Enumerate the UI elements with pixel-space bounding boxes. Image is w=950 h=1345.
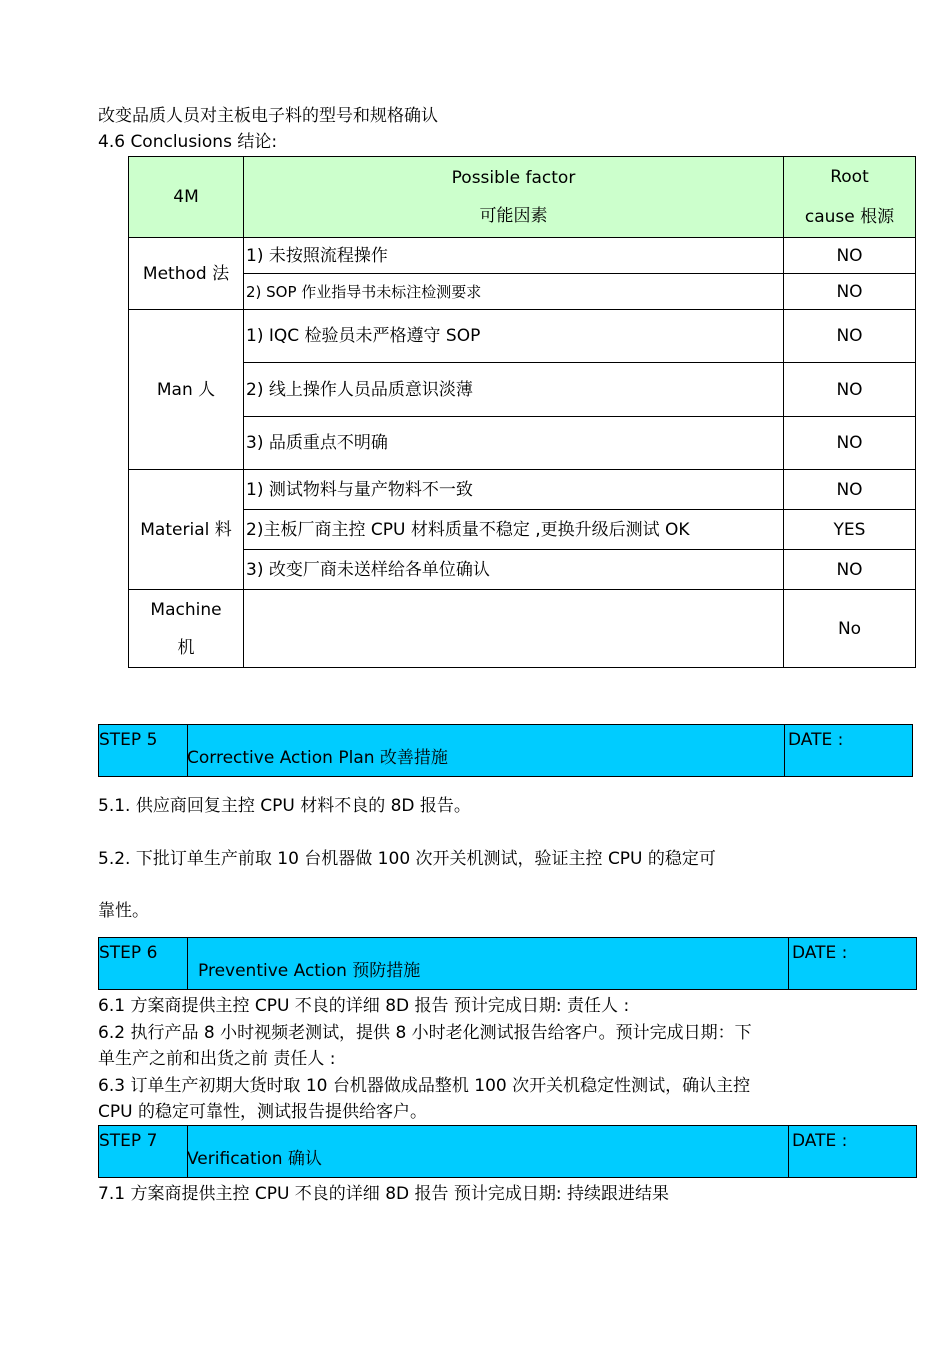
category-material: Material 料	[129, 470, 244, 590]
category-method: Method 法	[129, 238, 244, 310]
root-cause-cell: No	[784, 590, 916, 668]
step6-date-cell	[789, 938, 916, 989]
s5-line-3: 靠性。	[98, 901, 149, 921]
step5-date-cell	[785, 725, 912, 776]
root-cause-cell: NO	[784, 310, 916, 363]
factor-cell: 2) 线上操作人员品质意识淡薄	[244, 363, 784, 417]
table-row	[129, 238, 916, 274]
s6-line-1: 6.1 方案商提供主控 CPU 不良的详细 8D 报告 预计完成日期: 责任人 :	[98, 996, 630, 1016]
header-root-1: Root	[830, 167, 869, 187]
s6-line-5: CPU 的稳定可靠性，测试报告提供给客户。	[98, 1102, 427, 1122]
step6-number-cell	[99, 938, 188, 989]
header-factor-cn: 可能因素	[479, 206, 548, 226]
step5-label: STEP 5	[99, 730, 158, 750]
table-row	[129, 310, 916, 363]
factor-cell: 3) 品质重点不明确	[244, 417, 784, 470]
step7-date-cell	[789, 1126, 916, 1177]
factor-cell: 1) IQC 检验员未严格遵守 SOP	[244, 310, 784, 363]
step7-title-cell	[187, 1126, 789, 1177]
step7-title: Verification 确认	[187, 1149, 322, 1169]
root-cause-cell: NO	[784, 470, 916, 510]
header-possible-factor	[244, 157, 784, 238]
root-cause-cell: NO	[784, 363, 916, 417]
conclusions-title: 4.6 Conclusions 结论:	[98, 132, 278, 152]
factor-cell-empty	[244, 590, 784, 668]
s5-line-1: 5.1. 供应商回复主控 CPU 材料不良的 8D 报告。	[98, 796, 471, 816]
table-row	[129, 417, 916, 470]
s6-line-4: 6.3 订单生产初期大货时取 10 台机器做成品整机 100 次开关机稳定性测试，确认主控	[98, 1076, 751, 1096]
category-machine-en: Machine	[150, 599, 222, 620]
step6-title: Preventive Action 预防措施	[198, 961, 421, 981]
s7-line-1: 7.1 方案商提供主控 CPU 不良的详细 8D 报告 预计完成日期: 持续跟进结果	[98, 1184, 670, 1204]
s6-line-3: 单生产之前和出货之前 责任人 :	[98, 1049, 336, 1069]
step7-label: STEP 7	[99, 1131, 158, 1151]
table-row	[129, 510, 916, 550]
header-4m	[129, 157, 244, 238]
factor-cell: 1) 未按照流程操作	[244, 238, 784, 274]
step5-banner	[98, 724, 913, 777]
factor-cell: 2)主板厂商主控 CPU 材料质量不稳定 ,更换升级后测试 OK	[244, 510, 784, 550]
header-root-2: cause 根源	[804, 207, 895, 227]
step5-title: Corrective Action Plan 改善措施	[187, 748, 448, 768]
header-factor-en: Possible factor	[451, 168, 576, 188]
root-cause-cell: NO	[784, 550, 916, 590]
step5-title-cell	[187, 725, 785, 776]
s6-line-2: 6.2 执行产品 8 小时视频老测试，提供 8 小时老化测试报告给客户。预计完成日期：下	[98, 1023, 752, 1043]
header-root-cause	[784, 157, 916, 238]
factor-cell: 2) SOP 作业指导书未标注检测要求	[244, 274, 784, 310]
root-cause-cell: NO	[784, 274, 916, 310]
factor-cell: 1) 测试物料与量产物料不一致	[244, 470, 784, 510]
step7-banner	[98, 1125, 917, 1178]
s5-line-2: 5.2. 下批订单生产前取 10 台机器做 100 次开关机测试，验证主控 CPU 的稳定可	[98, 849, 716, 869]
root-cause-cell: NO	[784, 417, 916, 470]
category-machine	[129, 590, 244, 668]
step6-banner	[98, 937, 917, 990]
step7-number-cell	[99, 1126, 188, 1177]
step5-date: DATE :	[788, 730, 844, 750]
factor-cell: 3) 改变厂商未送样给各单位确认	[244, 550, 784, 590]
table-row	[129, 470, 916, 510]
category-machine-cn: 机	[177, 637, 195, 658]
intro-line: 改变品质人员对主板电子料的型号和规格确认	[98, 106, 438, 126]
step6-label: STEP 6	[99, 943, 158, 963]
table-row	[129, 363, 916, 417]
category-man: Man 人	[129, 310, 244, 470]
step7-date: DATE :	[792, 1131, 848, 1151]
step6-date: DATE :	[792, 943, 848, 963]
table-row	[129, 274, 916, 310]
root-cause-cell: YES	[784, 510, 916, 550]
table-row	[129, 590, 916, 668]
root-cause-cell: NO	[784, 238, 916, 274]
header-4m-text: 4M	[173, 187, 199, 207]
table-row	[129, 550, 916, 590]
4m-table	[128, 156, 916, 668]
table-header-row	[129, 157, 916, 238]
step5-number-cell	[99, 725, 188, 776]
step6-title-cell	[187, 938, 789, 989]
